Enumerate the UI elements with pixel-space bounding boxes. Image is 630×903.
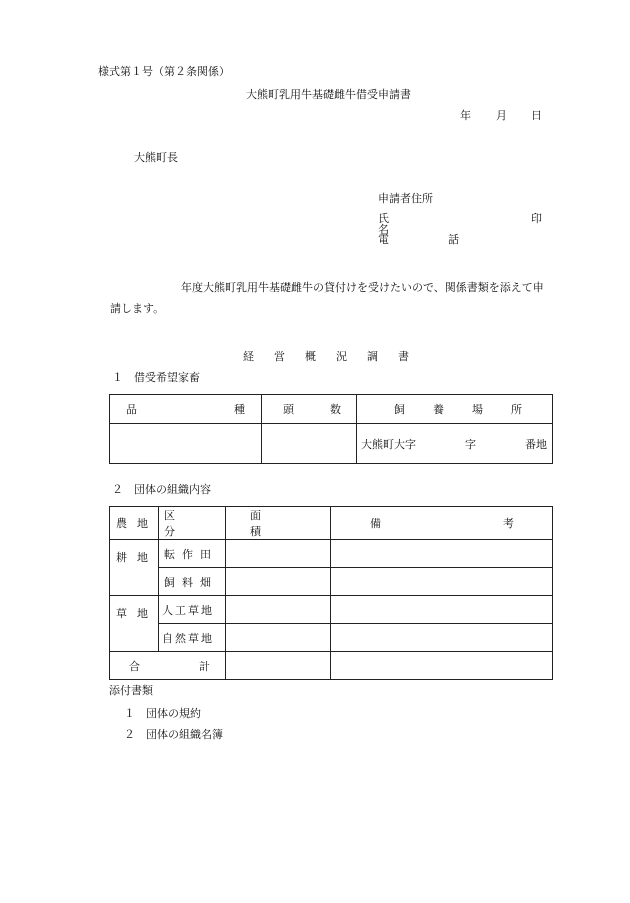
category-cell: 転作田 [159, 540, 226, 568]
section2-heading: ２ 団体の組織内容 [112, 483, 211, 496]
breed-header [110, 395, 262, 424]
addressee: 大熊町長 [134, 151, 178, 164]
attachment-item-roster: ２ 団体の組織名簿 [124, 728, 223, 741]
applicant-name-text: 氏 名 [378, 212, 448, 236]
aza-label: 字 [465, 437, 476, 451]
breed-cell [110, 424, 262, 464]
banchi-label: 番地 [525, 437, 547, 451]
area-cell [226, 596, 331, 624]
remarks-cell [331, 596, 553, 624]
livestock-table-row [110, 424, 553, 464]
remarks-header-a: 備 [370, 517, 381, 530]
remarks-cell [331, 568, 553, 596]
category-header: 区分 [159, 507, 226, 540]
category-cell: 自然草地 [159, 624, 226, 652]
attachment-item-bylaws: １ 団体の規約 [124, 707, 201, 720]
date-year-label: 年 [460, 109, 471, 122]
applicant-name-label [378, 212, 448, 236]
remarks-cell [331, 624, 553, 652]
category-cell: 飼料畑 [159, 568, 226, 596]
count-cell [262, 424, 357, 464]
breed-header-b: 種 [234, 403, 245, 416]
table-row [110, 568, 553, 596]
organization-table-header [110, 507, 553, 540]
area-cell [226, 624, 331, 652]
total-label-a: 合 [129, 659, 140, 673]
section-title: 経営概況調書 [243, 350, 429, 363]
area-cell [226, 540, 331, 568]
area-header: 面積 [226, 507, 331, 540]
area-cell [226, 568, 331, 596]
organization-table [109, 506, 553, 680]
remarks-cell [331, 540, 553, 568]
farmland-header: 農地 [110, 507, 159, 540]
address-prefix: 大熊町大字 [361, 437, 416, 451]
category-cell: 人工草地 [159, 596, 226, 624]
document-title: 大熊町乳用牛基礎雌牛借受申請書 [246, 88, 411, 101]
total-area-cell [226, 652, 331, 680]
date-day-label: 日 [531, 109, 542, 122]
body-text-line1: 年度大熊町乳用牛基礎雌牛の貸付けを受けたいので、関係書類を添えて申 [181, 281, 544, 294]
total-row [110, 652, 553, 680]
livestock-table [109, 394, 553, 464]
attachments-heading: 添付書類 [109, 684, 153, 697]
total-remarks-cell [331, 652, 553, 680]
place-header [357, 395, 553, 424]
count-header-a: 頭 [283, 403, 294, 416]
table-row [110, 624, 553, 652]
body-text-line2: 請します。 [110, 302, 165, 315]
remarks-header [331, 507, 553, 540]
place-header-text: 飼養場所 [394, 403, 550, 416]
total-label-b: 計 [199, 659, 210, 673]
remarks-header-b: 考 [503, 517, 514, 530]
table-row [110, 540, 553, 568]
livestock-table-header [110, 395, 553, 424]
table-row [110, 596, 553, 624]
form-number: 様式第１号（第２条関係） [98, 65, 230, 78]
applicant-address-label: 申請者住所 [378, 192, 433, 205]
group-cell-grassland: 草地 [110, 596, 159, 652]
section1-heading: １ 借受希望家畜 [112, 371, 200, 384]
group-cell-tilled: 耕地 [110, 540, 159, 596]
total-label-cell [110, 652, 226, 680]
place-cell [357, 424, 553, 464]
seal-label: 印 [531, 212, 542, 225]
breed-header-a: 品 [126, 403, 137, 416]
count-header [262, 395, 357, 424]
count-header-b: 数 [330, 403, 341, 416]
applicant-phone-label: 電 話 [378, 233, 483, 246]
date-month-label: 月 [496, 109, 507, 122]
